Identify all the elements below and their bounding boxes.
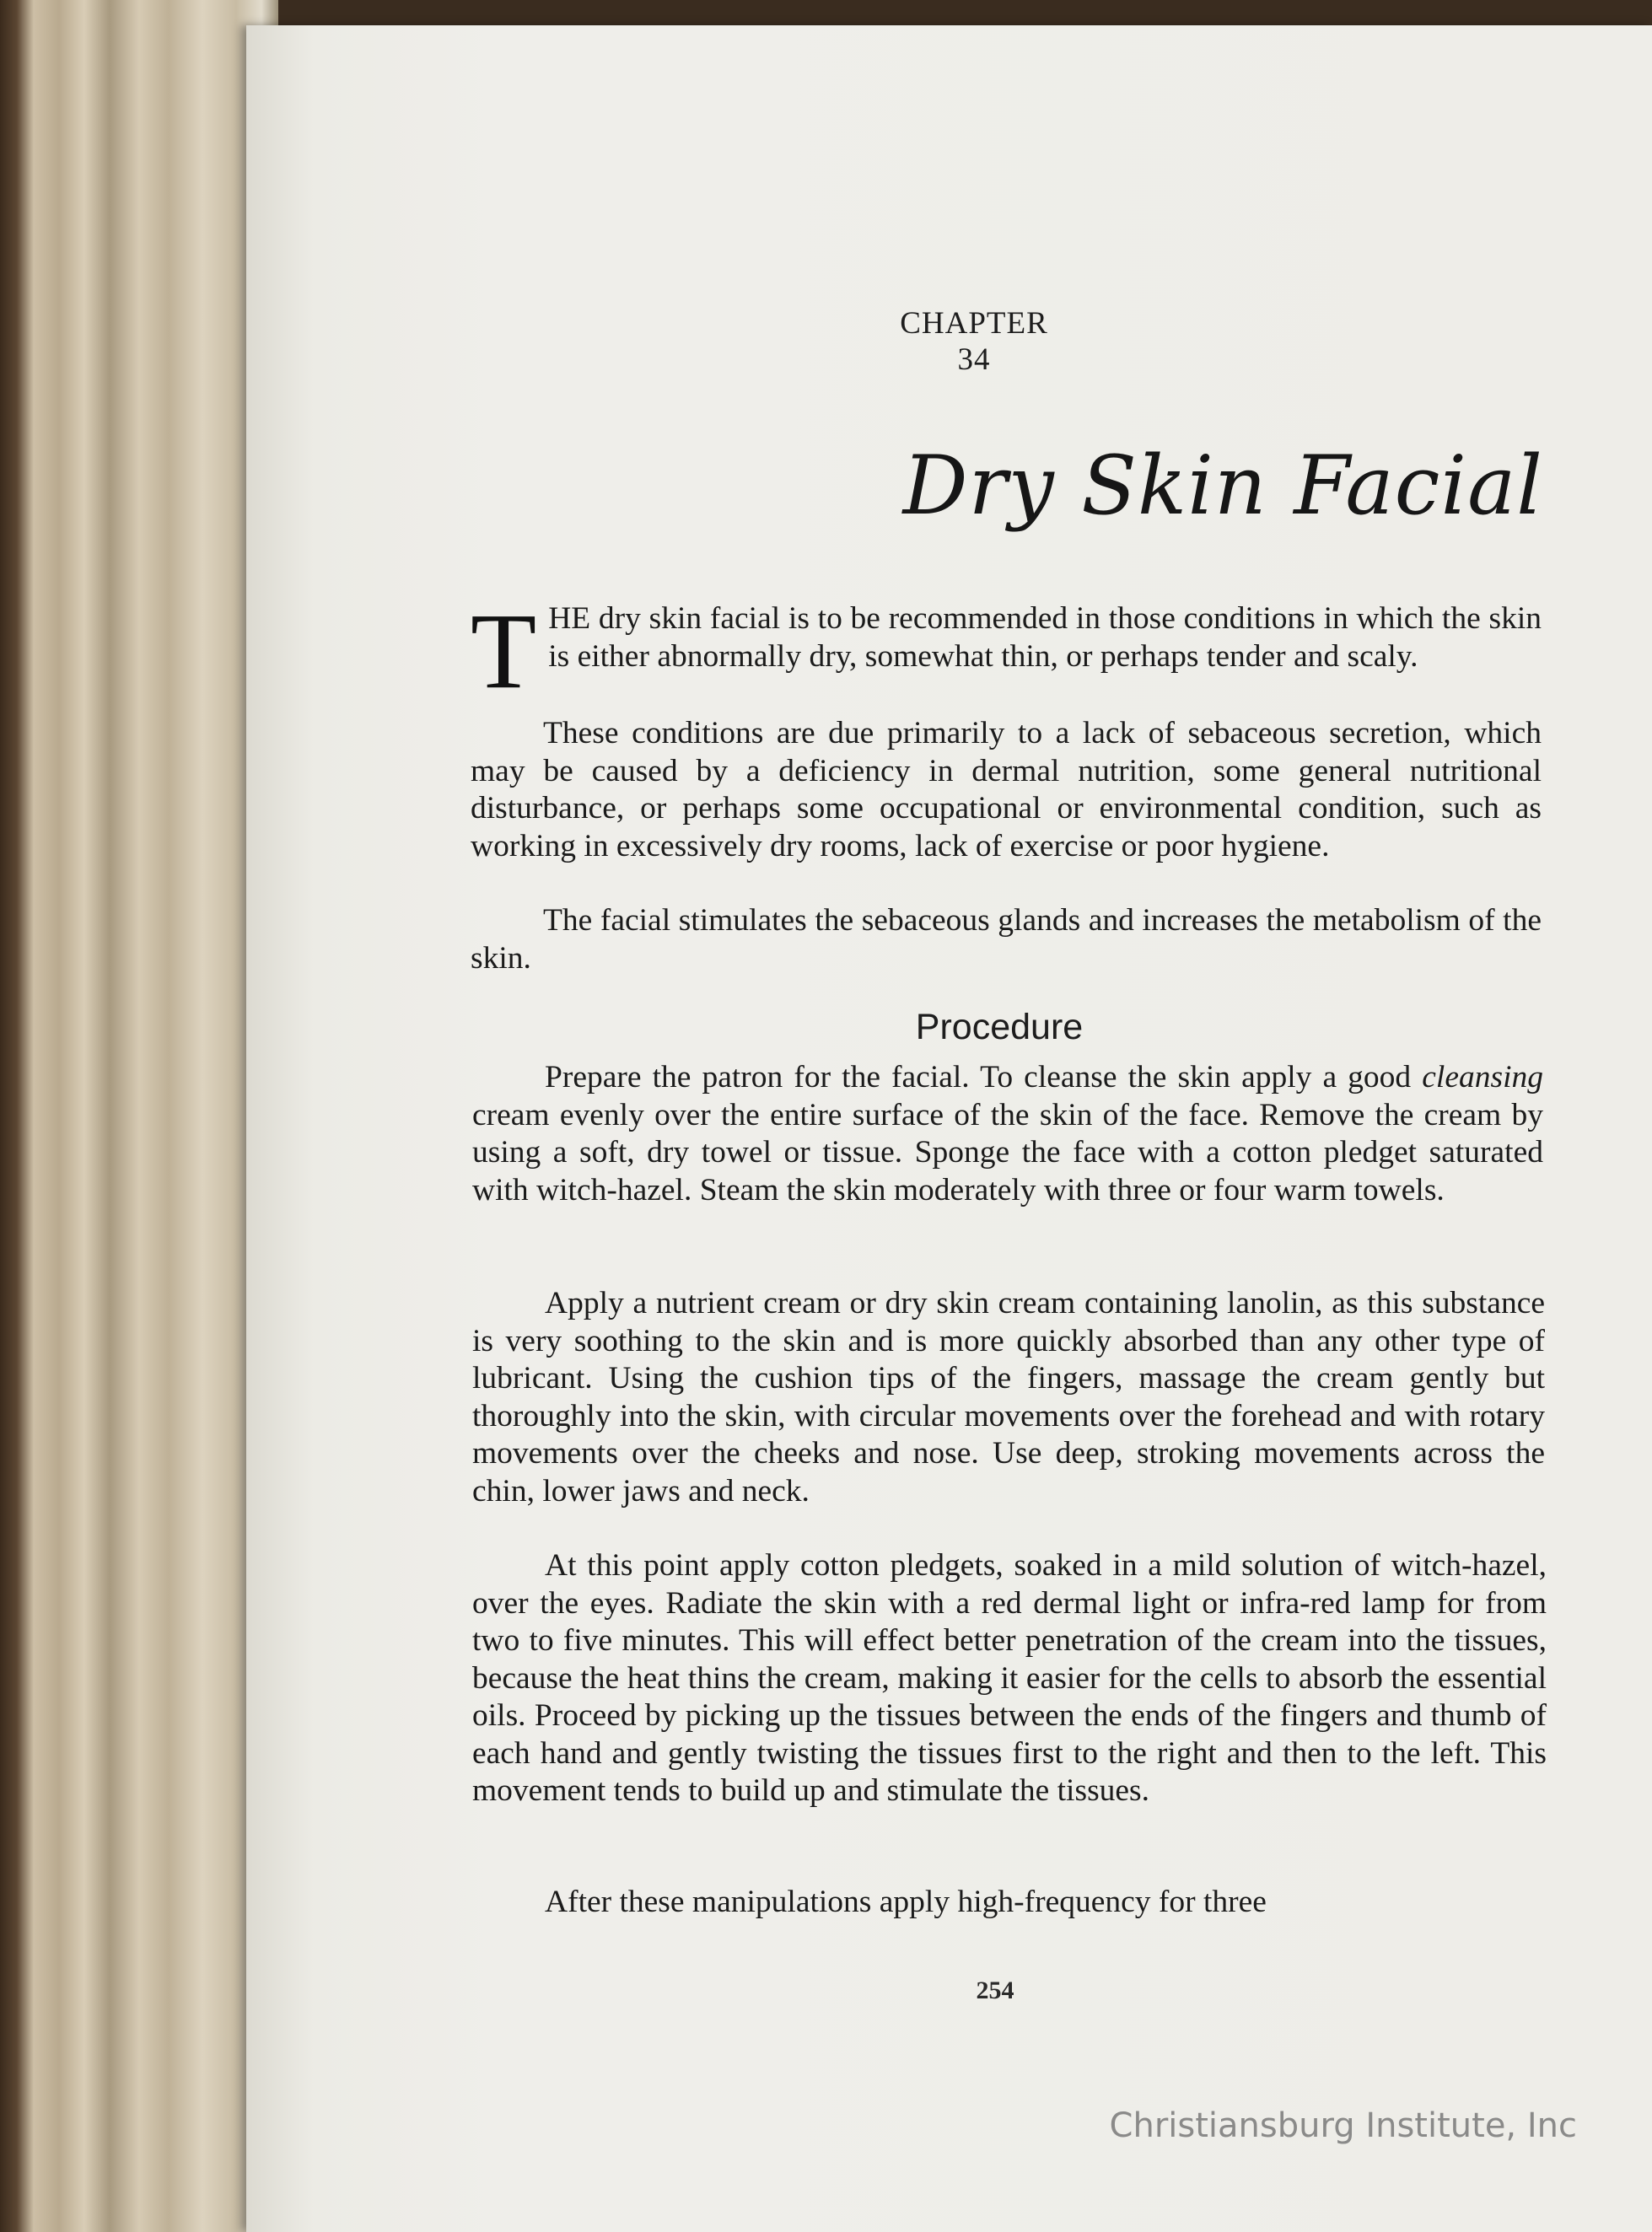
- watermark: Christiansburg Institute, Inc: [1109, 2106, 1577, 2145]
- procedure-paragraph-1-start: Prepare the patron for the facial. To cleanse the skin apply a good: [545, 1060, 1423, 1094]
- intro-paragraph-1-text: HE dry skin facial is to be recommended in those conditions in which the skin is either abnormally dry, somewhat thin, or perhaps tender and scaly.: [548, 601, 1542, 674]
- procedure-heading: Procedure: [915, 1007, 1084, 1047]
- procedure-paragraph-1-end: cream evenly over the entire surface of the skin of the face. Remove the cream by using a soft, dry towel or tissue. Sponge the face with a cotton pledget saturated with witch-hazel. Steam the skin moderately with three or four warm towels.: [472, 1097, 1543, 1207]
- book-page-edges: [0, 0, 278, 2232]
- procedure-paragraph-1-emphasis: cleansing: [1422, 1060, 1543, 1094]
- drop-cap: T: [471, 591, 537, 711]
- chapter-number: CHAPTER 34: [900, 306, 1048, 377]
- procedure-paragraph-1: [472, 1059, 1543, 1209]
- procedure-paragraph-3: At this point apply cotton pledgets, soaked in a mild solution of witch-hazel, over the eyes. Radiate the skin with a red dermal light or infra-red lamp for from two to five minutes. This will effect better penetration of the cream into the tissues, because the heat thins the cream, making it easier for the cells to absorb the essential oils. Proceed by picking up the tissues between the ends of the fingers and thumb of each hand and gently twisting the tissues first to the right and then to the left. This movement tends to build up and stimulate the tissues.: [472, 1548, 1547, 1808]
- page-number: 254: [976, 1977, 1014, 2004]
- procedure-paragraph-4: After these manipulations apply high-frequency for three: [545, 1885, 1267, 1919]
- intro-paragraph-1: [471, 591, 1542, 711]
- intro-paragraph-3: The facial stimulates the sebaceous glands and increases the metabolism of the skin.: [471, 903, 1542, 976]
- procedure-paragraph-2: Apply a nutrient cream or dry skin cream containing lanolin, as this substance is very soothing to the skin and is more quickly absorbed than any other type of lubricant. Using the cushion tips of the fingers, massage the cream gently but thoroughly into the skin, with circular movements over the forehead and with rotary movements over the cheeks and nose. Use deep, stroking movements across the chin, lower jaws and neck.: [472, 1286, 1545, 1509]
- chapter-title: Dry Skin Facial: [902, 438, 1543, 533]
- intro-paragraph-2: These conditions are due primarily to a lack of sebaceous secretion, which may be caused by a deficiency in dermal nutrition, some general nutritional disturbance, or perhaps some occupational or environmental condition, such as working in excessively dry rooms, lack of exercise or poor hygiene.: [471, 716, 1542, 863]
